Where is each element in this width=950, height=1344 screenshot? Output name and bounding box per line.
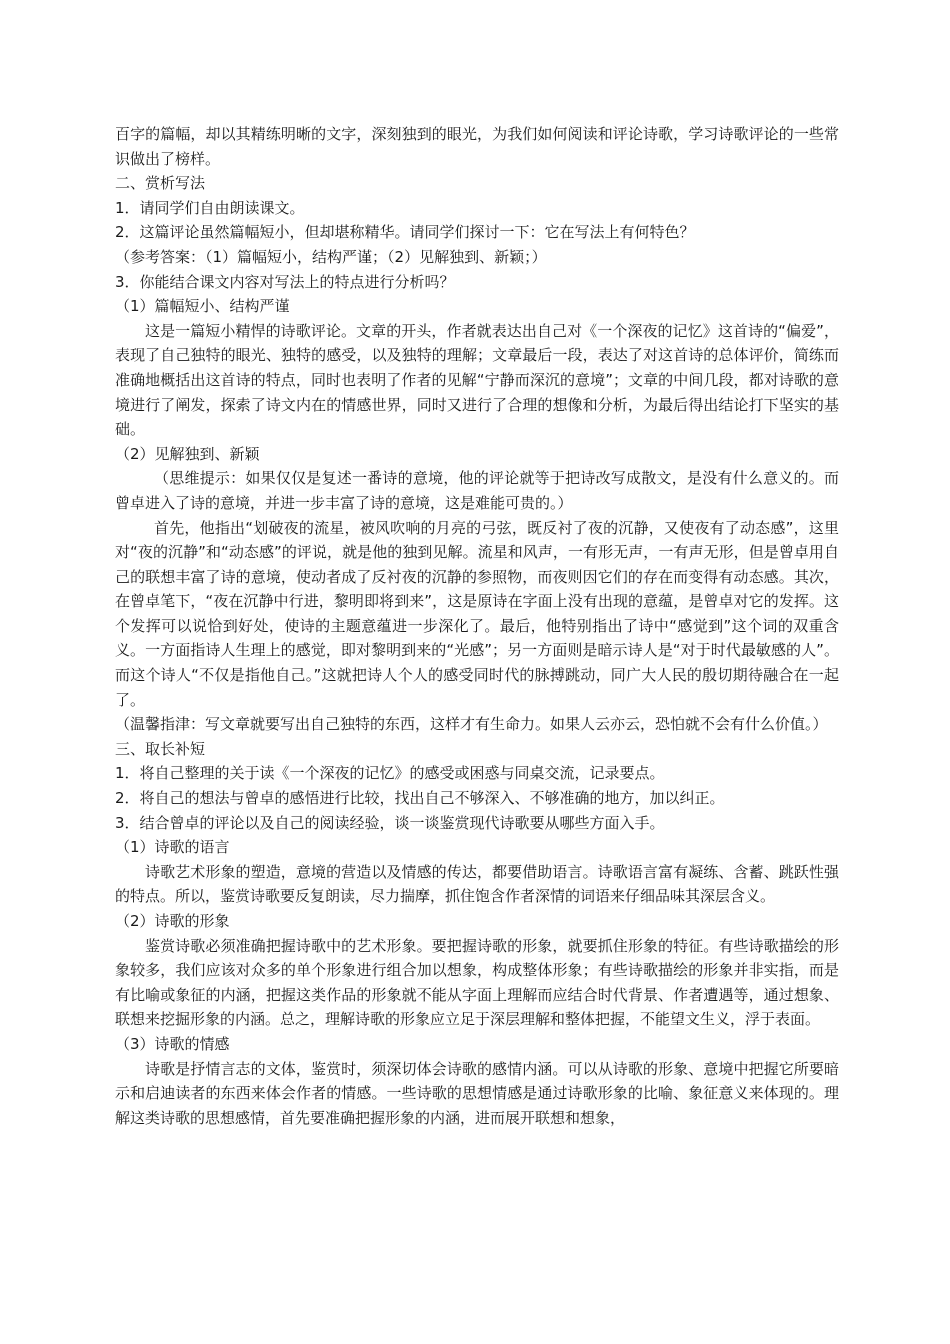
paragraph-structure-analysis: 这是一篇短小精悍的诗歌评论。文章的开头，作者就表达出自己对《一个深夜的记忆》这首诗的“偏爱”，表现了自己独特的眼光、独特的感受，以及独特的理解；文章最后一段，表达了对这首诗的总体评价，简练而准确地概括出这首诗的特点，同时也表明了作者的见解“宁静而深沉的意境”；文章的中间几段，都对诗歌的意境进行了阐发，探索了诗文内在的情感世界，同时又进行了合理的想像和分析，为最后得出结论打下坚实的基础。 [115,321,839,439]
list-item-2-2: 2．这篇评论虽然篇幅短小，但却堪称精华。请同学们探讨一下：它在写法上有何特色？ [115,223,695,242]
list-item-3-2: 2．将自己的想法与曾卓的感悟进行比较，找出自己不够深入、不够准确的地方，加以纠正。 [115,789,725,808]
document-body [115,122,839,1130]
paragraph-intro-continuation: 百字的篇幅，却以其精练明晰的文字，深刻独到的眼光，为我们如何阅读和评论诗歌，学习诗歌评论的一些常识做出了榜样。 [115,125,839,168]
paragraph-insight-analysis: 首先，他指出“划破夜的流星，被风吹响的月亮的弓弦，既反衬了夜的沉静，又使夜有了动态感”，这里对“夜的沉静”和“动态感”的评说，就是他的独到见解。流星和风声，一有形无声，一有声无形，但是曾卓用自己的联想丰富了诗的意境，使动者成了反衬夜的沉静的参照物，而夜则因它们的存在而变得有动态感。其次，在曾卓笔下，“夜在沉静中行进，黎明即将到来”，这是原诗在字面上没有出现的意蕴，是曾卓对它的发挥。这个发挥可以说恰到好处，使诗的主题意蕴进一步深化了。最后，他特别指出了诗中“感觉到”这个词的双重含义。一方面指诗人生理上的感觉，即对黎明到来的“光感”；另一方面则是暗示诗人是“对于时代最敏感的人”。而这个诗人“不仅是指他自己。”这就把诗人个人的感受同时代的脉搏跳动，同广大人民的殷切期待融合在一起了。 [115,518,839,709]
subheading-language: （1）诗歌的语言 [115,838,230,857]
list-item-2-1: 1．请同学们自由朗读课文。 [115,198,305,217]
section-heading-2: 二、赏析写法 [115,174,206,193]
reference-answer: （参考答案：（1）篇幅短小，结构严谨；（2）见解独到、新颖；） [115,247,547,266]
section-heading-3: 三、取长补短 [115,739,206,758]
subheading-structure: （1）篇幅短小、结构严谨 [115,297,290,316]
paragraph-language: 诗歌艺术形象的塑造，意境的营造以及情感的传达，都要借助语言。诗歌语言富有凝练、含蓄、跳跃性强的特点。所以，鉴赏诗歌要反复朗读，尽力揣摩，抓住饱含作者深情的词语来仔细品味其深层含义。 [115,862,839,906]
paragraph-emotion: 诗歌是抒情言志的文体，鉴赏时，须深切体会诗歌的感情内涵。可以从诗歌的形象、意境中把握它所要暗示和启迪读者的东西来体会作者的情感。一些诗歌的思想情感是通过诗歌形象的比喻、象征意义来体现的。理解这类诗歌的思想感情，首先要准确把握形象的内涵，进而展开联想和想象， [115,1059,839,1127]
thinking-hint: （思维提示：如果仅仅是复述一番诗的意境，他的评论就等于把诗改写成散文，是没有什么意义的。而曾卓进入了诗的意境，并进一步丰富了诗的意境，这是难能可贵的。） [115,469,839,512]
paragraph-image: 鉴赏诗歌必须准确把握诗歌中的艺术形象。要把握诗歌的形象，就要抓住形象的特征。有些诗歌描绘的形象较多，我们应该对众多的单个形象进行组合加以想象，构成整体形象；有些诗歌描绘的形象并非实指，而是有比喻或象征的内涵，把握这类作品的形象就不能从字面上理解而应结合时代背景、作者遭遇等，通过想象、联想来挖掘形象的内涵。总之，理解诗歌的形象应立足于深层理解和整体把握，不能望文生义，浮于表面。 [115,936,839,1029]
list-item-3-3: 3．结合曾卓的评论以及自己的阅读经验，谈一谈鉴赏现代诗歌要从哪些方面入手。 [115,813,665,832]
list-item-3-1: 1．将自己整理的关于读《一个深夜的记忆》的感受或困惑与同桌交流，记录要点。 [115,764,665,783]
subheading-emotion: （3）诗歌的情感 [115,1034,230,1053]
warm-tip: （温馨指津：写文章就要写出自己独特的东西，这样才有生命力。如果人云亦云，恐怕就不会有什么价值。） [115,715,828,734]
subheading-insight: （2）见解独到、新颖 [115,444,260,463]
list-item-2-3: 3．你能结合课文内容对写法上的特点进行分析吗？ [115,272,455,291]
subheading-image: （2）诗歌的形象 [115,912,230,930]
